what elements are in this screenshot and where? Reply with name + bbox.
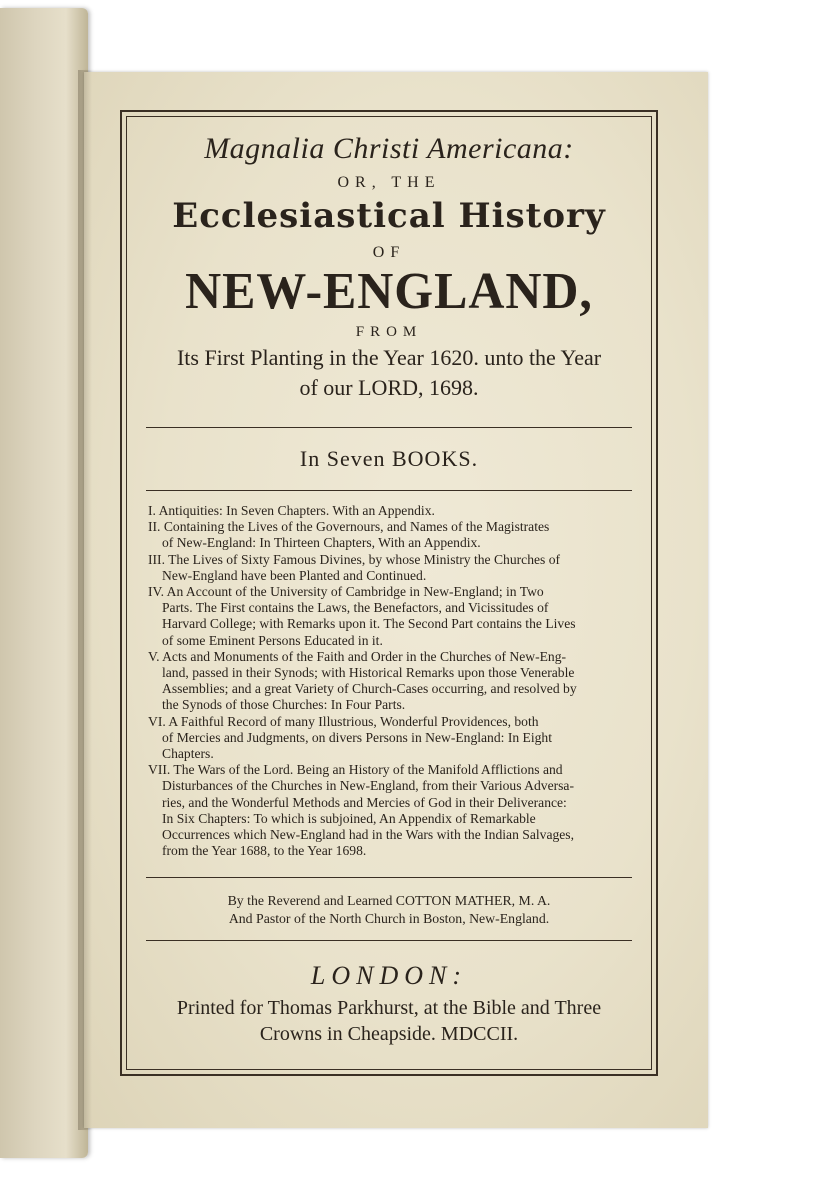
rule-contents bbox=[146, 877, 632, 878]
imprint-line-1: Printed for Thomas Parkhurst, at the Bible and Three bbox=[176, 997, 602, 1020]
imprint-city: LONDON: bbox=[310, 961, 468, 991]
title-of: OF bbox=[372, 244, 406, 261]
title-page-content bbox=[130, 130, 648, 1047]
rule-books bbox=[146, 490, 632, 491]
title-or-the: OR, THE bbox=[337, 174, 441, 191]
contents-item: II. Containing the Lives of the Governours, and Names of the Magistrates of New-England: In Thirteen Chapters, With an Appendix. bbox=[148, 519, 550, 551]
contents-item: VI. A Faithful Record of many Illustrious, Wonderful Providences, both of Mercies and Judgments, on divers Persons in New-England: In Eight Chapters. bbox=[148, 713, 552, 762]
books-heading: In Seven BOOKS. bbox=[299, 446, 479, 471]
book-gutter bbox=[78, 70, 92, 1130]
title-from: FROM bbox=[355, 324, 423, 340]
author-line-1: By the Reverend and Learned COTTON MATHER, M. A. bbox=[227, 893, 551, 909]
left-page-edge bbox=[0, 8, 88, 1158]
contents-item: I. Antiquities: In Seven Chapters. With an Appendix. bbox=[148, 503, 435, 518]
contents-item: III. The Lives of Sixty Famous Divines, by whose Ministry the Churches of New-England have been Planted and Continued. bbox=[148, 551, 561, 583]
contents-item: V. Acts and Monuments of the Faith and Order in the Churches of New-Eng- land, passed in their Synods; with Historical Remarks upon those Venerable Assemblies; and a great Variety of Church-Cases occurring, and resolved by the Synods of those Churches: In Four Parts. bbox=[148, 648, 577, 713]
rule-author bbox=[146, 940, 632, 941]
contents-item: IV. An Account of the University of Cambridge in New-England; in Two Parts. The First contains the Laws, the Benefactors, and Vicissitudes of Harvard College; with Remarks upon it. The Second Part contains the Lives of some Eminent Persons Educated in it. bbox=[148, 584, 576, 648]
author-block bbox=[130, 892, 648, 928]
author-line-2: And Pastor of the North Church in Boston, New-England. bbox=[228, 911, 550, 927]
subtitle-line-1: Its First Planting in the Year 1620. unto the Year bbox=[176, 345, 602, 370]
imprint-line-2: Crowns in Cheapside. MDCCII. bbox=[259, 1023, 519, 1046]
rule-top bbox=[146, 427, 632, 428]
title-new-england: NEW-ENGLAND, bbox=[185, 263, 593, 320]
title-latin: Magnalia Christi Americana: bbox=[204, 132, 574, 165]
subtitle-line-2: of our LORD, 1698. bbox=[299, 375, 479, 400]
contents-list bbox=[148, 503, 640, 859]
contents-item: VII. The Wars of the Lord. Being an History of the Manifold Afflictions and Disturbances of the Churches in New-England, from their Various Adversa- ries, and the Wonderful Methods and Mercies of God in their Deliverance: In Six Chapters: To which is subjoined, An Appendix of Remarkable Occurrences which New-England had in the Wars with the Indian Salvages, from the Year 1688, to the Year 1698. bbox=[148, 762, 575, 859]
title-ecclesiastical-history: Ecclesiastical History bbox=[172, 196, 606, 236]
